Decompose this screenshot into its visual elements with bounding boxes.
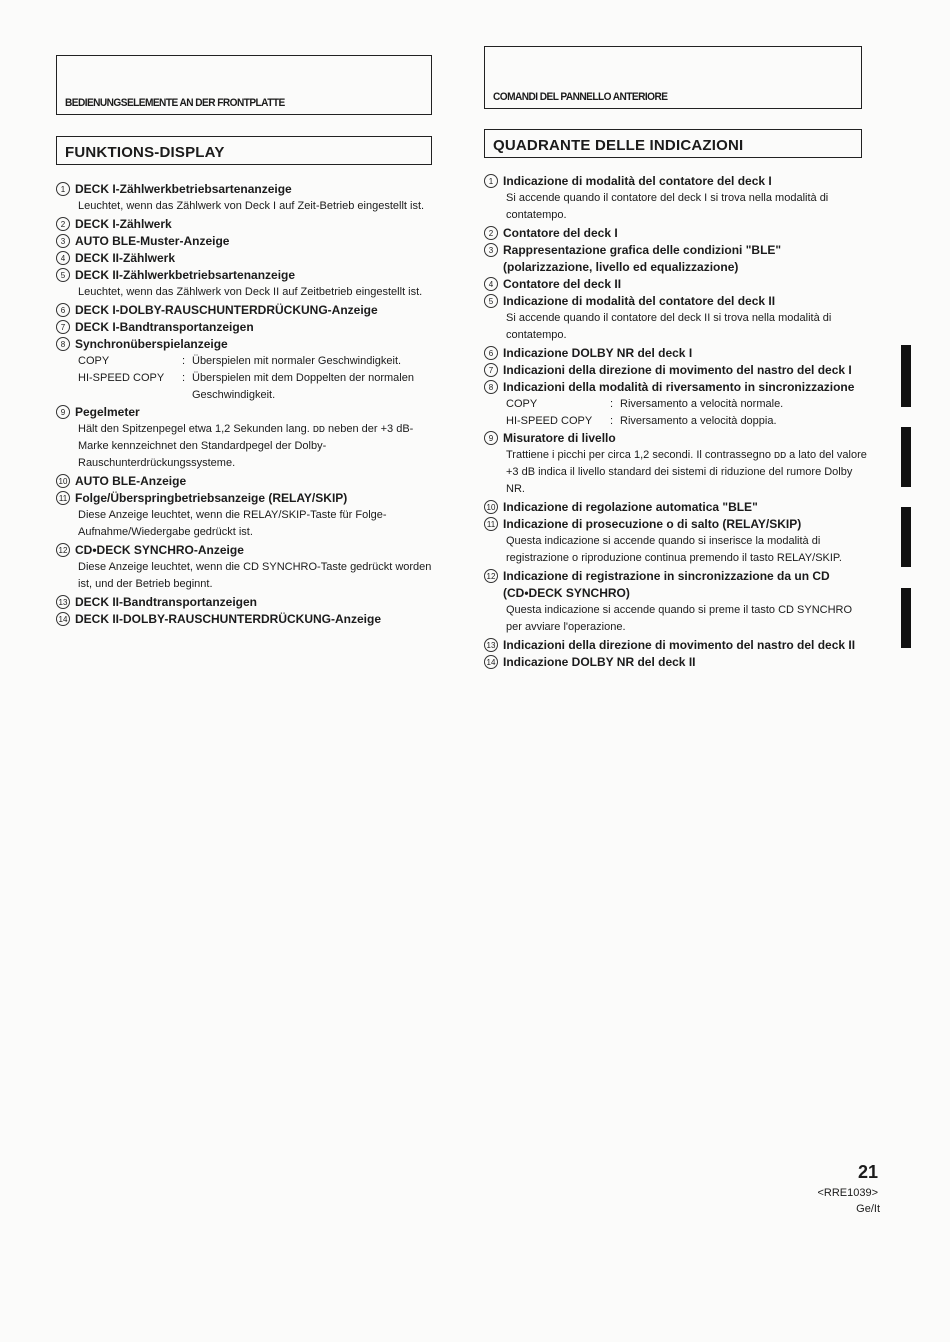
item-number: 8 (56, 337, 70, 351)
colon-separator: : (610, 415, 614, 427)
list-item (56, 181, 438, 215)
item-number: 6 (484, 346, 498, 360)
item-title: Indicazioni della modalità di riversamento in sincronizzazione (503, 380, 855, 394)
item-heading (56, 319, 438, 336)
item-description: Diese Anzeige leuchtet, wenn die CD SYNCHRO-Taste gedrückt worden ist, und der Betrieb beginnt. (78, 561, 432, 590)
item-title: Folge/Überspringbetriebsanzeige (RELAY/SKIP) (75, 491, 348, 505)
item-heading (484, 654, 869, 671)
copy-mode-row (484, 413, 869, 430)
item-heading (56, 542, 438, 559)
item-number: 10 (484, 500, 498, 514)
item-heading (484, 293, 869, 310)
list-item (484, 654, 869, 671)
item-heading (484, 225, 869, 242)
item-title: Contatore del deck I (503, 226, 618, 240)
item-number: 12 (56, 543, 70, 557)
item-title: Indicazione di registrazione in sincronizzazione da un CD (CD•DECK SYNCHRO) (503, 569, 830, 600)
list-item (484, 225, 869, 242)
item-description: Leuchtet, wenn das Zählwerk von Deck I auf Zeit-Betrieb eingestellt ist. (78, 200, 425, 212)
item-title: DECK I-DOLBY-RAUSCHUNTERDRÜCKUNG-Anzeige (75, 303, 378, 317)
item-title: DECK I-Bandtransportanzeigen (75, 320, 254, 334)
item-title: CD•DECK SYNCHRO-Anzeige (75, 543, 244, 557)
item-title: DECK II-Zählwerk (75, 251, 176, 265)
page-title: QUADRANTE DELLE INDICAZIONI (484, 129, 862, 158)
copy-mode-value: Überspielen mit normaler Geschwindigkeit. (192, 355, 402, 367)
colon-separator: : (610, 398, 614, 410)
item-number: 9 (484, 431, 498, 445)
item-heading (484, 242, 869, 276)
item-title: DECK II-Zählwerkbetriebsartenanzeige (75, 268, 296, 282)
item-number: 13 (484, 638, 498, 652)
list-item (56, 216, 438, 233)
item-title: Indicazione di modalità del contatore del deck II (503, 294, 776, 308)
copy-mode-value: Überspielen mit dem Doppelten der normalen Geschwindigkeit. (192, 372, 414, 401)
list-item (484, 516, 869, 567)
item-list (484, 173, 869, 671)
item-heading (56, 233, 438, 250)
item-heading (484, 276, 869, 293)
copy-mode-key: HI-SPEED COPY (78, 372, 165, 384)
item-title: Misuratore di livello (503, 431, 616, 445)
item-heading (484, 499, 869, 516)
copy-mode-value: Riversamento a velocità doppia. (620, 415, 777, 427)
item-title: Indicazione di prosecuzione o di salto (RELAY/SKIP) (503, 517, 802, 531)
copy-mode-row (484, 396, 869, 413)
list-item (484, 276, 869, 293)
item-number: 7 (56, 320, 70, 334)
copy-mode-key: HI-SPEED COPY (506, 415, 593, 427)
item-title: Contatore del deck II (503, 277, 622, 291)
item-description: Questa indicazione si accende quando si preme il tasto CD SYNCHRO per avviare l'operazione. (506, 604, 853, 633)
list-item (56, 490, 438, 541)
list-item (56, 542, 438, 593)
item-title: DECK I-Zählwerkbetriebsartenanzeige (75, 182, 292, 196)
list-item (56, 302, 438, 319)
item-title: DECK I-Zählwerk (75, 217, 172, 231)
item-heading (56, 611, 438, 628)
list-item (56, 319, 438, 336)
list-item (484, 499, 869, 516)
item-heading (484, 637, 869, 654)
list-item (484, 293, 869, 344)
item-title: Indicazione di modalità del contatore del deck I (503, 174, 772, 188)
item-heading (56, 594, 438, 611)
list-item (56, 233, 438, 250)
item-heading (484, 345, 869, 362)
item-heading (484, 362, 869, 379)
list-item (484, 362, 869, 379)
item-title: AUTO BLE-Muster-Anzeige (75, 234, 230, 248)
colon-separator: : (182, 355, 186, 367)
item-heading (56, 216, 438, 233)
list-item (484, 568, 869, 636)
item-number: 2 (56, 217, 70, 231)
copy-mode-key: COPY (78, 355, 110, 367)
item-number: 4 (56, 251, 70, 265)
item-heading (484, 568, 869, 602)
item-title: Indicazioni della direzione di movimento del nastro del deck I (503, 363, 852, 377)
item-number: 1 (56, 182, 70, 196)
list-item (56, 473, 438, 490)
language-code: Ge/It (856, 1203, 880, 1215)
item-description: Si accende quando il contatore del deck II si trova nella modalità di contatempo. (506, 312, 832, 341)
page-title: FUNKTIONS-DISPLAY (56, 136, 432, 165)
item-title: Indicazione DOLBY NR del deck I (503, 346, 693, 360)
list-item (484, 430, 869, 498)
item-number: 9 (56, 405, 70, 419)
item-number: 7 (484, 363, 498, 377)
item-number: 5 (56, 268, 70, 282)
list-item (56, 250, 438, 267)
item-heading (56, 267, 438, 284)
list-item (56, 404, 438, 472)
item-title: Pegelmeter (75, 405, 140, 419)
item-number: 14 (484, 655, 498, 669)
item-number: 8 (484, 380, 498, 394)
item-number: 1 (484, 174, 498, 188)
item-number: 5 (484, 294, 498, 308)
item-title: Indicazioni della direzione di movimento del nastro del deck II (503, 638, 856, 652)
thumb-index-bar (901, 345, 911, 407)
copy-mode-row (56, 370, 438, 404)
item-description: Si accende quando il contatore del deck I si trova nella modalità di contatempo. (506, 192, 829, 221)
section-label: BEDIENUNGSELEMENTE AN DER FRONTPLATTE (65, 97, 285, 109)
list-item (56, 594, 438, 611)
item-title: Synchronüberspielanzeige (75, 337, 228, 351)
item-number: 10 (56, 474, 70, 488)
item-number: 11 (56, 491, 70, 505)
item-number: 12 (484, 569, 498, 583)
item-heading (484, 430, 869, 447)
list-item (484, 242, 869, 276)
item-heading (484, 173, 869, 190)
item-heading (56, 404, 438, 421)
item-heading (56, 250, 438, 267)
item-description: Trattiene i picchi per circa 1,2 secondi. Il contrassegno ᴅᴅ a lato del valore +3 dB indica il livello standard dei sistemi di riduzione del rumore Dolby NR. (506, 449, 867, 495)
list-item (484, 637, 869, 654)
item-number: 14 (56, 612, 70, 626)
thumb-index-bar (901, 588, 911, 648)
document-code: <RRE1039> (817, 1187, 878, 1199)
copy-mode-value: Riversamento a velocità normale. (620, 398, 784, 410)
item-number: 3 (484, 243, 498, 257)
section-header-box (56, 55, 432, 115)
list-item (484, 173, 869, 224)
item-title: AUTO BLE-Anzeige (75, 474, 187, 488)
item-heading (484, 516, 869, 533)
item-number: 13 (56, 595, 70, 609)
list-item (484, 345, 869, 362)
item-title: DECK II-DOLBY-RAUSCHUNTERDRÜCKUNG-Anzeige (75, 612, 381, 626)
page-number: 21 (857, 1162, 878, 1182)
list-item (56, 267, 438, 301)
item-heading (56, 302, 438, 319)
section-header-box (484, 46, 862, 109)
thumb-index-bar (901, 427, 911, 487)
item-description: Leuchtet, wenn das Zählwerk von Deck II auf Zeitbetrieb eingestellt ist. (78, 286, 423, 298)
item-title: Indicazione di regolazione automatica "BLE" (503, 500, 758, 514)
item-description: Diese Anzeige leuchtet, wenn die RELAY/SKIP-Taste für Folge-Aufnahme/Wiedergabe gedrückt ist. (78, 509, 387, 538)
copy-mode-row (56, 353, 438, 370)
list-item (56, 611, 438, 628)
item-heading (56, 336, 438, 353)
item-number: 3 (56, 234, 70, 248)
item-description: Hält den Spitzenpegel etwa 1,2 Sekunden lang. ᴅᴅ neben der +3 dB-Marke kennzeichnet den Standardpegel der Dolby-Rauschunterdrückungssysteme. (78, 423, 414, 469)
item-number: 6 (56, 303, 70, 317)
item-description: Questa indicazione si accende quando si inserisce la modalità di registrazione o riproduzione continua premendo il tasto RELAY/SKIP. (506, 535, 842, 564)
colon-separator: : (182, 372, 186, 384)
item-list (56, 181, 438, 628)
item-number: 11 (484, 517, 498, 531)
section-label: COMANDI DEL PANNELLO ANTERIORE (493, 91, 668, 103)
item-title: Indicazione DOLBY NR del deck II (503, 655, 696, 669)
item-title: DECK II-Bandtransportanzeigen (75, 595, 258, 609)
list-item (56, 336, 438, 404)
item-heading (484, 379, 869, 396)
item-number: 2 (484, 226, 498, 240)
thumb-index-bar (901, 507, 911, 567)
list-item (484, 379, 869, 430)
item-title: Rappresentazione grafica delle condizioni "BLE" (polarizzazione, livello ed equalizzazione) (503, 243, 782, 274)
item-number: 4 (484, 277, 498, 291)
item-heading (56, 473, 438, 490)
item-heading (56, 181, 438, 198)
item-heading (56, 490, 438, 507)
copy-mode-key: COPY (506, 398, 538, 410)
